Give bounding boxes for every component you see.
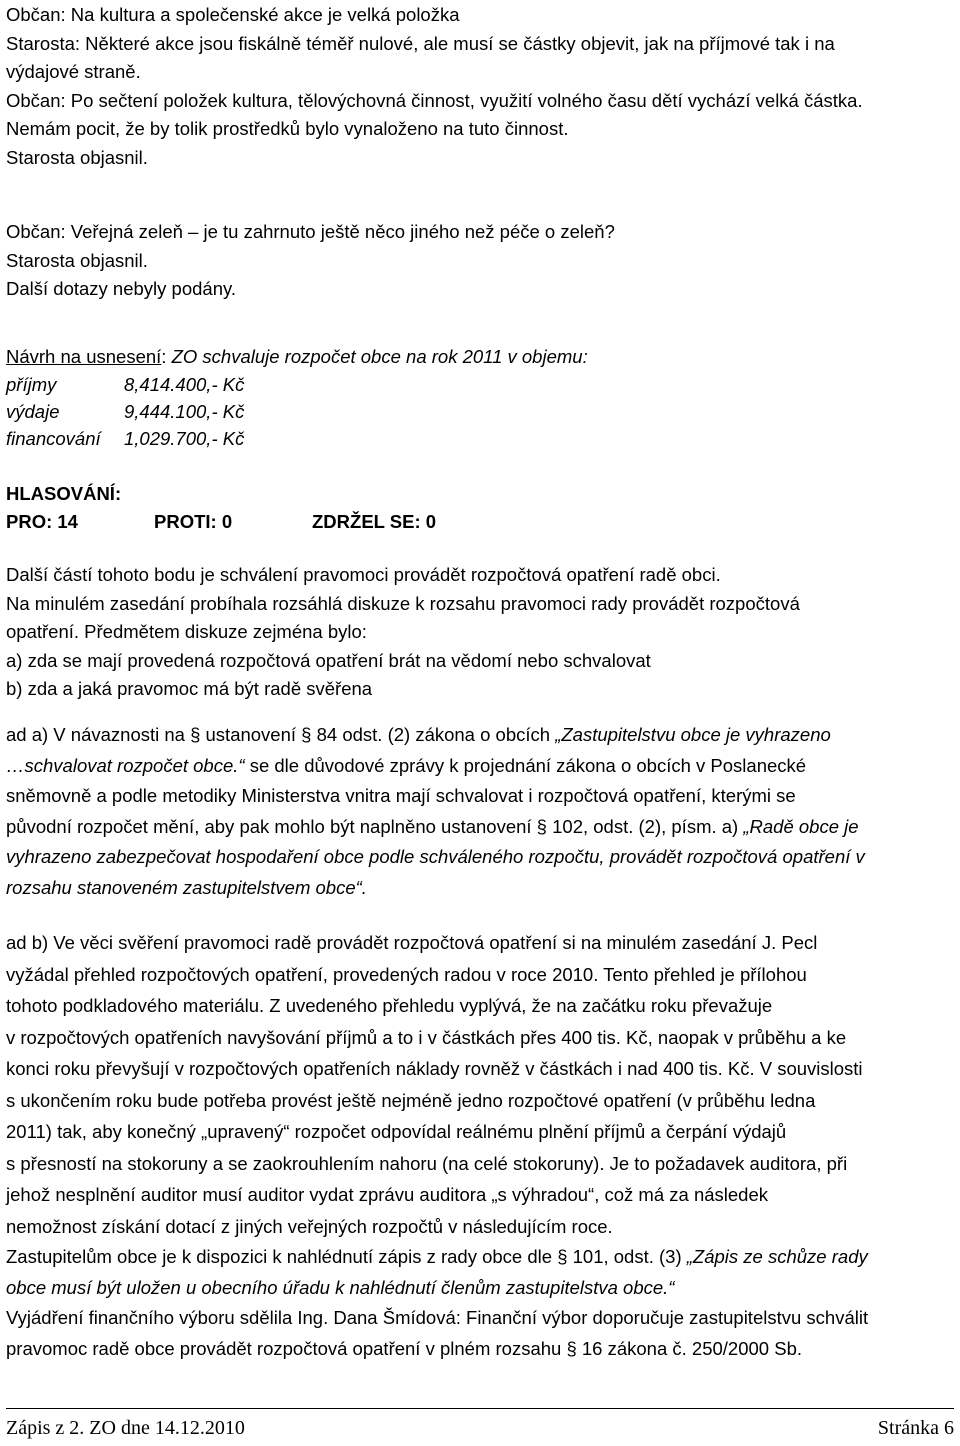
vote-proti: PROTI: 0 xyxy=(154,511,233,532)
resolution-proposal: Návrh na usnesení: ZO schvaluje rozpočet obce na rok 2011 v objemu: příjmy 8,414.400,- Kč výdaje 9,444.100,- Kč financování 1,029.700,- Kč xyxy=(6,343,588,452)
paragraph-line: v rozpočtových opatřeních navyšování příjmů a to i v částkách přes 400 tis. Kč, naopak v průběhu a ke xyxy=(6,1026,847,1048)
budget-row: výdaje 9,444.100,- Kč xyxy=(6,401,245,422)
paragraph-line: Další částí tohoto bodu je schválení pravomoci provádět rozpočtová opatření radě obci. xyxy=(6,564,721,585)
vote-heading: HLASOVÁNÍ: xyxy=(6,483,122,504)
paragraph-line: s ukončením roku bude potřeba provést ještě nejméně jedno rozpočtové opatření (v průběhu ledna xyxy=(6,1089,816,1111)
paragraph-line: konci roku převyšují v rozpočtových opatřeních náklady rovněž v částkách i nad 400 tis. Kč. V souvislosti xyxy=(6,1058,863,1079)
footer-document-title: Zápis z 2. ZO dne 14.12.2010 xyxy=(6,1417,245,1439)
paragraph-line: Na minulém zasedání probíhala rozsáhlá diskuze k rozsahu pravomoci rady provádět rozpočtová xyxy=(6,592,800,614)
paragraph-line: Starosta: Některé akce jsou fiskálně téměř nulové, ale musí se částky objevit, jak na příjmové tak i na xyxy=(6,32,835,54)
powers-intro xyxy=(6,561,800,704)
vote-block xyxy=(6,480,436,536)
paragraph-line: s přesností na stokoruny a se zaokrouhlením nahoru (na celé stokoruny). Je to požadavek auditora, při xyxy=(6,1152,848,1174)
page-footer xyxy=(6,1414,954,1442)
paragraph-line: vyžádal přehled rozpočtových opatření, provedených radou v roce 2010. Tento přehled je přílohou xyxy=(6,963,807,985)
resolution-label: Návrh na usnesení xyxy=(6,346,162,367)
paragraph-line: Občan: Po sečtení položek kultura, tělovýchovná činnost, využití volného času dětí vychází velká částka. xyxy=(6,89,863,111)
vote-zdrzel: ZDRŽEL SE: 0 xyxy=(312,511,437,532)
paragraph-line: nemožnost získání dotací z jiných veřejných rozpočtů v následujícím roce. xyxy=(6,1215,613,1237)
vote-pro: PRO: 14 xyxy=(6,511,78,532)
paragraph-line: Občan: Veřejná zeleň – je tu zahrnuto ještě něco jiného než péče o zeleň? xyxy=(6,221,615,242)
paragraph-line: výdajové straně. xyxy=(6,61,141,82)
page-number: Stránka 6 xyxy=(877,1417,954,1439)
paragraph-line: ad b) Ve věci svěření pravomoci radě provádět rozpočtová opatření si na minulém zasedání J. Pecl xyxy=(6,932,818,953)
point-a: ad a) V návaznosti na § ustanovení § 84 odst. (2) zákona o obcích „Zastupitelstvu obce je vyhrazeno …schvalovat rozpočet obce.“ se dle důvodové zprávy k projednání zákona o obcích v Poslanecké sněmovně a podle metodiky Ministerstva vnitra mají schvalovat i rozpočtová opatření, kterými se původní rozpočet mění, aby pak mohlo být naplněno ustanovení § 102, odst. (2), písm. a) „Radě obce je vyhrazeno zabezpečovat hospodaření obce podle schváleného rozpočtu, provádět rozpočtová opatření v rozsahu stanoveném zastupitelstvem obce“. xyxy=(6,724,865,898)
paragraph-line: tohoto podkladového materiálu. Z uvedeného přehledu vyplývá, že na začátku roku převažuje xyxy=(6,995,773,1016)
paragraph-line: Starosta objasnil. xyxy=(6,249,148,271)
paragraph-line: Další dotazy nebyly podány. xyxy=(6,278,237,299)
paragraph-line: 2011) tak, aby konečný „upravený“ rozpočet odpovídal reálnému plnění příjmů a čerpání výdajů xyxy=(6,1121,787,1142)
council-minutes-note: Zastupitelům obce je k dispozici k nahlédnutí zápis z rady obce dle § 101, odst. (3) „Zápis ze schůze rady obce musí být uložen u obecního úřadu k nahlédnutí členům zastupitelstva obce.“ Vyjádření finančního výboru sdělila Ing. Dana Šmídová: Finanční výbor doporučuje zastupitelstvu schválit pravomoc radě obce provádět rozpočtová opatření v plném rozsahu § 16 zákona č. 250/2000 Sb. xyxy=(6,1246,869,1359)
paragraph-line: Nemám pocit, že by tolik prostředků bylo vynaloženo na tuto činnost. xyxy=(6,118,569,139)
paragraph-line: Starosta objasnil. xyxy=(6,146,148,168)
budget-row: financování 1,029.700,- Kč xyxy=(6,428,245,449)
budget-table xyxy=(6,371,588,452)
paragraph-line: Občan: Na kultura a společenské akce je velká položka xyxy=(6,4,460,25)
discussion-block-1 xyxy=(6,1,863,172)
paragraph-line: b) zda a jaká pravomoc má být radě svěřena xyxy=(6,678,373,699)
paragraph-line: a) zda se mají provedená rozpočtová opatření brát na vědomí nebo schvalovat xyxy=(6,649,651,671)
footer-divider xyxy=(6,1408,954,1409)
discussion-block-2 xyxy=(6,218,615,304)
budget-row: příjmy 8,414.400,- Kč xyxy=(6,374,245,395)
point-b xyxy=(6,927,863,1242)
resolution-text: ZO schvaluje rozpočet obce na rok 2011 v objemu: xyxy=(166,346,588,367)
paragraph-line: opatření. Předmětem diskuze zejména bylo: xyxy=(6,621,367,642)
paragraph-line: jehož nesplnění auditor musí auditor vydat zprávu auditora „s výhradou“, což má za následek xyxy=(6,1184,768,1205)
